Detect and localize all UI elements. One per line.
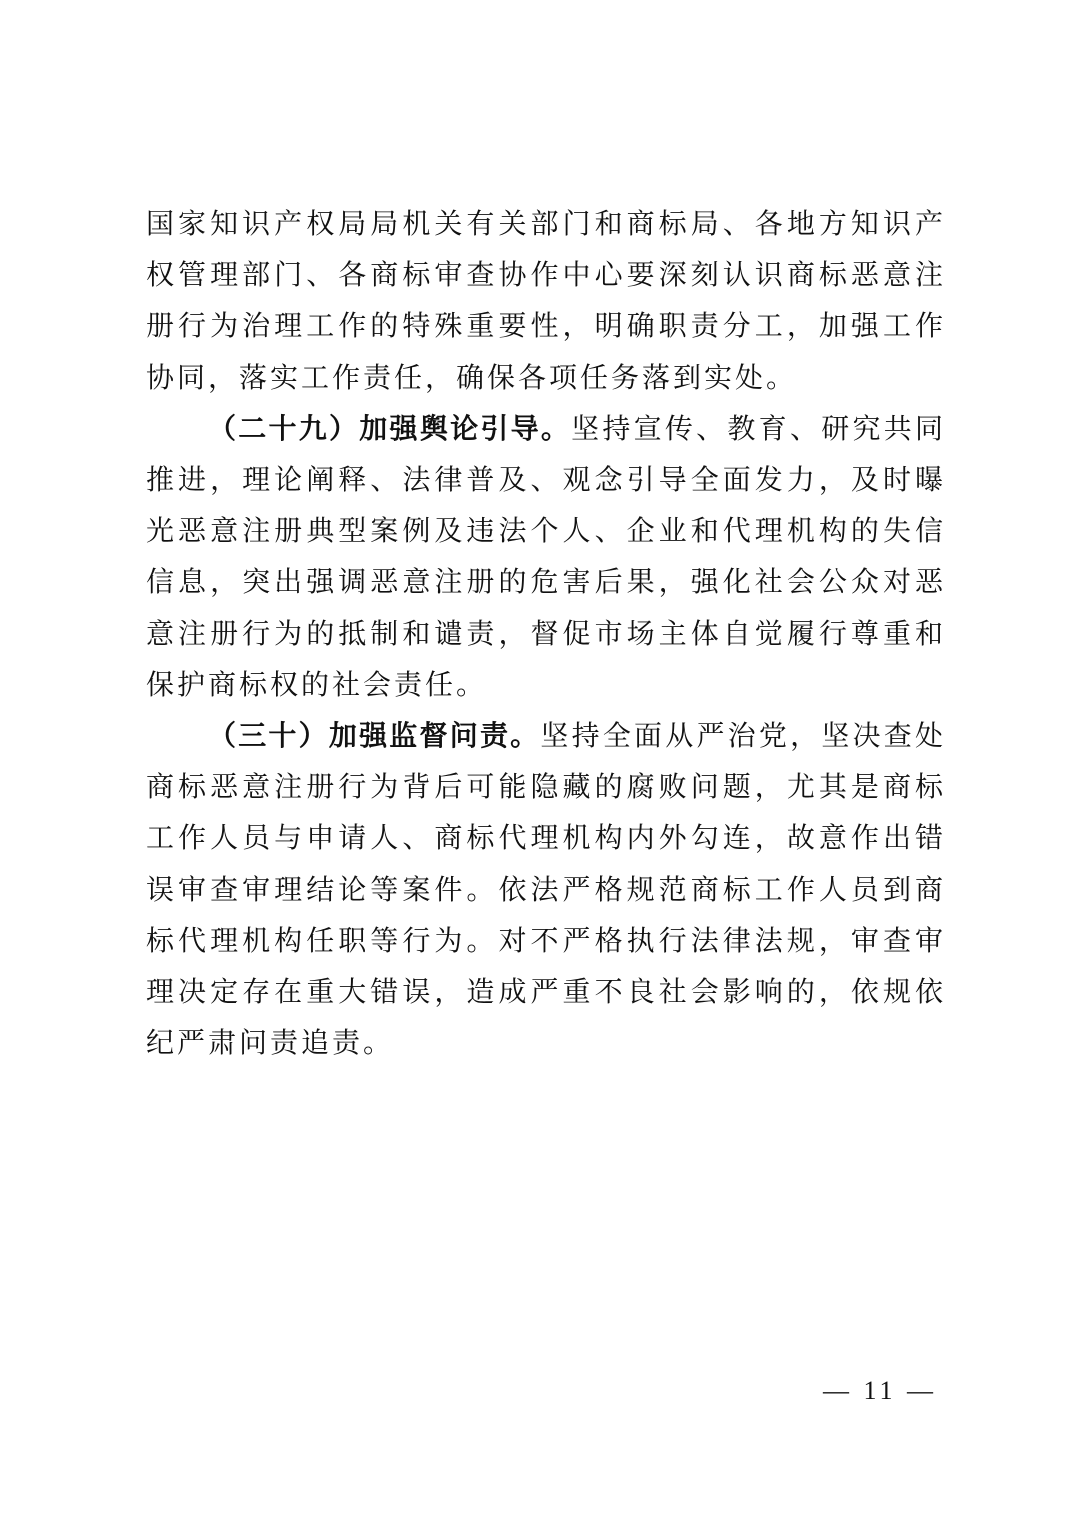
paragraph-item-29 (146, 403, 946, 710)
paragraph-text: 坚持全面从严治党，坚决查处商标恶意注册行为背后可能隐藏的腐败问题，尤其是商标工作人员与申请人、商标代理机构内外勾连，故意作出错误审查审理结论等案件。依法严格规范商标工作人员到商标代理机构任职等行为。对不严格执行法律法规，审查审理决定存在重大错误，造成严重不良社会影响的，依规依纪严肃问责追责。 (146, 719, 946, 1060)
page-number: — 11 — (822, 1376, 938, 1405)
document-body (146, 198, 946, 1068)
paragraph-continuation (146, 198, 946, 403)
paragraph-text: 坚持宣传、教育、研究共同推进，理论阐释、法律普及、观念引导全面发力，及时曝光恶意注册典型案例及违法个人、企业和代理机构的失信信息，突出强调恶意注册的危害后果，强化社会公众对恶意注册行为的抵制和谴责，督促市场主体自觉履行尊重和保护商标权的社会责任。 (146, 411, 946, 701)
paragraph-heading: （三十）加强监督问责。 (208, 719, 541, 753)
paragraph-text: 国家知识产权局局机关有关部门和商标局、各地方知识产权管理部门、各商标审查协作中心要深刻认识商标恶意注册行为治理工作的特殊重要性，明确职责分工，加强工作协同，落实工作责任，确保各项任务落到实处。 (146, 207, 946, 394)
paragraph-item-30 (146, 710, 946, 1068)
paragraph-heading: （二十九）加强舆论引导。 (208, 411, 572, 445)
